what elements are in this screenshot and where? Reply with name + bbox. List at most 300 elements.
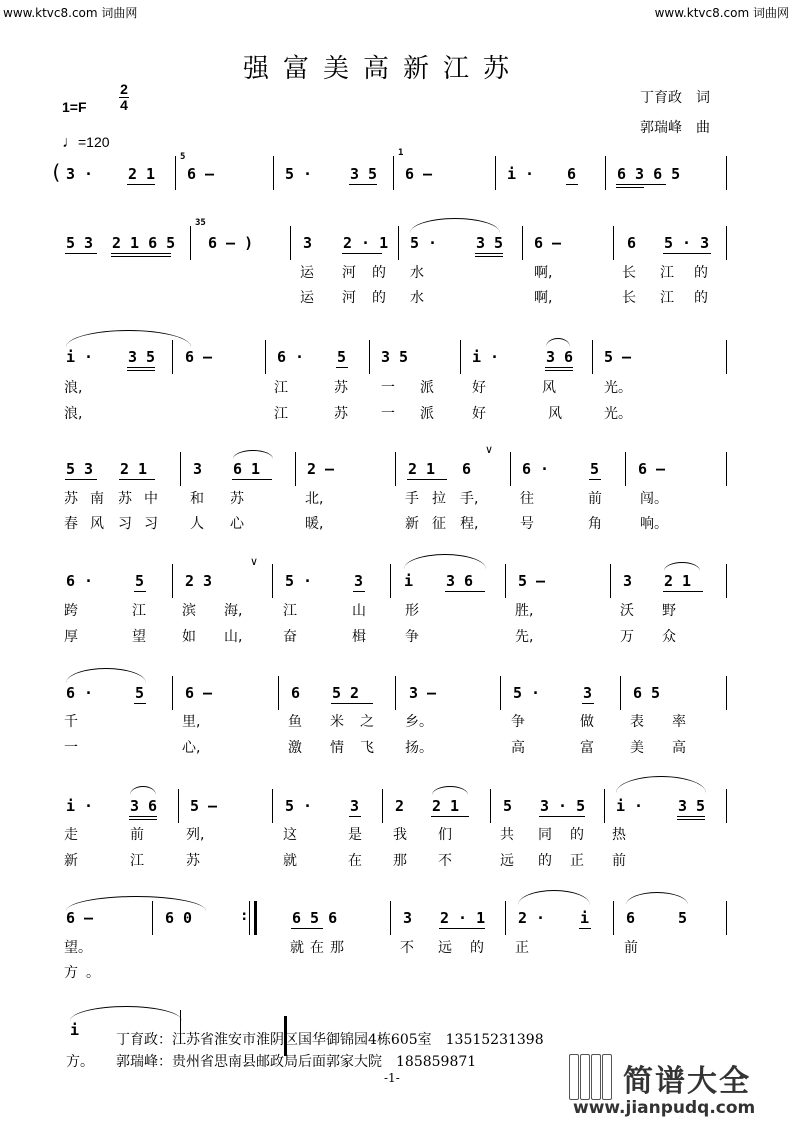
- lyric: 浪,: [64, 406, 83, 422]
- barline: [382, 789, 383, 823]
- barline: [272, 789, 273, 823]
- note: 3 6: [546, 348, 574, 366]
- lyric: 率: [672, 714, 686, 730]
- lyric: 征: [432, 516, 446, 532]
- note: 3 5: [128, 348, 156, 366]
- note: 5 ·: [285, 572, 313, 590]
- lyric: 心: [230, 516, 244, 532]
- lyric: 正: [515, 940, 529, 956]
- lyric: 山: [352, 603, 366, 619]
- piano-keys-icon: [569, 1056, 613, 1100]
- underline: [545, 367, 573, 368]
- lyric: 前: [588, 491, 602, 507]
- underline: [119, 479, 155, 480]
- lyric: 运: [300, 265, 314, 281]
- lyric: 万: [620, 629, 634, 645]
- note: 5: [337, 348, 347, 366]
- note: 3: [303, 234, 313, 252]
- note: 5 2: [332, 684, 360, 702]
- lyric: 做: [580, 714, 594, 730]
- header-left[interactable]: www.ktvc8.com 词曲网: [3, 6, 138, 20]
- lyric: 鱼: [288, 714, 302, 730]
- lyric: 好: [472, 380, 486, 396]
- lyric: 奋: [283, 629, 297, 645]
- barline: [505, 901, 506, 935]
- lyric: 望: [132, 629, 146, 645]
- lyric: 们: [438, 827, 452, 843]
- opening-paren: (: [50, 160, 63, 184]
- lyric: 飞: [360, 740, 374, 756]
- note: 6 –: [185, 684, 213, 702]
- lyric: 习: [118, 516, 132, 532]
- note: 6 –: [66, 909, 94, 927]
- lyric: 人: [190, 516, 204, 532]
- logo-url[interactable]: www.jianpudq.com: [573, 1098, 756, 1118]
- lyric: 楫: [352, 629, 366, 645]
- underline: [445, 591, 485, 592]
- lyric: 千: [64, 714, 78, 730]
- lyric: 运: [300, 290, 314, 306]
- underline: [111, 256, 171, 257]
- lyric: 水: [410, 290, 424, 306]
- lyric: 方: [64, 965, 78, 981]
- note: 5 –: [604, 348, 632, 366]
- underline: [232, 479, 272, 480]
- header-right[interactable]: www.ktvc8.com 词曲网: [654, 6, 789, 20]
- barline: [272, 564, 273, 598]
- lyric: 风: [90, 516, 104, 532]
- lyric: 情: [330, 740, 344, 756]
- lyric: 众: [662, 629, 676, 645]
- lyric: 。: [86, 965, 100, 981]
- lyric: 河: [342, 290, 356, 306]
- grace-note: 35: [195, 218, 206, 228]
- note: i ·: [507, 165, 535, 183]
- lyric: 争: [405, 629, 419, 645]
- slur: [404, 554, 486, 569]
- note: 2 · 1: [440, 909, 486, 927]
- slur: [70, 1006, 182, 1021]
- underline: [663, 253, 711, 254]
- lyric: 江: [283, 603, 297, 619]
- note: 5 3: [66, 234, 94, 252]
- lyric: 苏: [64, 491, 78, 507]
- lyric: 的: [694, 290, 708, 306]
- time-signature: [118, 82, 130, 113]
- note: i ·: [66, 348, 94, 366]
- lyric: 一: [64, 740, 78, 756]
- lyricist-credit: 丁育政 词: [640, 90, 710, 106]
- lyric: 列,: [186, 827, 205, 843]
- underline: [65, 479, 97, 480]
- note: 2 ·: [518, 909, 546, 927]
- lyric: 苏: [186, 853, 200, 869]
- note: 6 ·: [66, 572, 94, 590]
- lyric: 远: [438, 940, 452, 956]
- barline: [625, 452, 626, 486]
- barline: [726, 789, 727, 823]
- lyric: 光。: [604, 406, 632, 422]
- lyric: 的: [538, 853, 552, 869]
- note: 5: [135, 572, 145, 590]
- logo-name: 简谱大全: [623, 1064, 751, 1099]
- barline: [278, 676, 279, 710]
- note: 5 ·: [285, 165, 313, 183]
- barline: [592, 340, 593, 374]
- barline: [369, 340, 370, 374]
- note: i: [580, 909, 590, 927]
- note: i ·: [616, 797, 644, 815]
- song-title: 强富美高新江苏: [243, 54, 524, 84]
- note: 5 ·: [285, 797, 313, 815]
- lyric: 高: [672, 740, 686, 756]
- composer-credit: 郭瑞峰 曲: [640, 120, 710, 136]
- lyric: 新: [405, 516, 419, 532]
- page-number: -1-: [384, 1071, 400, 1085]
- barline: [398, 226, 399, 260]
- lyric: 美: [630, 740, 644, 756]
- lyric: 拉: [432, 491, 446, 507]
- note: 3 5: [381, 348, 409, 366]
- note: 5: [678, 909, 688, 927]
- barline: [175, 156, 176, 190]
- note: 6 1: [233, 460, 261, 478]
- note: 6: [462, 460, 472, 478]
- note: 2 1 6 5: [112, 234, 176, 252]
- note: 6 ·: [522, 460, 550, 478]
- slur: [546, 338, 570, 347]
- note: 5 ·: [513, 684, 541, 702]
- note: 3 ·: [66, 165, 94, 183]
- lyric: 手: [405, 491, 419, 507]
- underline: [566, 184, 578, 185]
- lyric: 望。: [64, 940, 92, 956]
- lyric: 争: [511, 714, 525, 730]
- lyric: 苏: [118, 491, 132, 507]
- underline: [475, 253, 503, 254]
- note: 6: [567, 165, 577, 183]
- note: 6 5: [633, 684, 661, 702]
- slur: [410, 218, 500, 233]
- slur: [130, 786, 156, 795]
- lyric: 派: [420, 380, 434, 396]
- underline: [134, 703, 146, 704]
- slur: [432, 786, 468, 795]
- slur: [626, 892, 688, 905]
- slur: [66, 668, 146, 683]
- underline: [134, 591, 146, 592]
- underline: [677, 819, 705, 820]
- underline: [589, 479, 601, 480]
- lyric: 沃: [620, 603, 634, 619]
- lyric: 先,: [515, 629, 534, 645]
- barline: [460, 340, 461, 374]
- note: 5 3: [66, 460, 94, 478]
- underline: [331, 703, 373, 704]
- note: 2 1: [408, 460, 436, 478]
- note: 5: [590, 460, 600, 478]
- note: 2 1: [432, 797, 460, 815]
- underline: [545, 370, 573, 371]
- lyric: 新: [64, 853, 78, 869]
- lyric: 的: [372, 290, 386, 306]
- underline: [129, 819, 157, 820]
- lyric: 山,: [224, 629, 243, 645]
- underline: [353, 591, 365, 592]
- lyric: 同: [538, 827, 552, 843]
- barline: [604, 789, 605, 823]
- lyric: 就: [283, 853, 297, 869]
- underline: [127, 367, 155, 368]
- note: 6 –: [638, 460, 666, 478]
- note: 6 –: [185, 348, 213, 366]
- underline: [439, 928, 485, 929]
- lyric: 南: [90, 491, 104, 507]
- note: 6: [627, 234, 637, 252]
- barline: [390, 564, 391, 598]
- slur: [616, 776, 706, 793]
- underline: [129, 816, 157, 817]
- meter-bottom: 4: [120, 97, 128, 113]
- note: 6 – ): [208, 234, 254, 252]
- lyric: 风: [548, 406, 562, 422]
- lyric: 春: [64, 516, 78, 532]
- note: 5 –: [190, 797, 218, 815]
- underline: [539, 816, 585, 817]
- note: 6 0: [165, 909, 193, 927]
- note: 3 5: [350, 165, 378, 183]
- barline: [295, 452, 296, 486]
- barline: [613, 226, 614, 260]
- underline: [677, 816, 705, 817]
- lyric: 的: [694, 265, 708, 281]
- barline: [490, 789, 491, 823]
- lyric: 的: [570, 827, 584, 843]
- lyric: 表: [630, 714, 644, 730]
- grace-note: 5: [180, 152, 186, 162]
- barline: [390, 901, 391, 935]
- lyric: 江: [660, 265, 674, 281]
- lyric: 长: [622, 290, 636, 306]
- underline: [616, 187, 644, 188]
- barline: [290, 226, 291, 260]
- lyric: 就: [290, 940, 304, 956]
- lyric: 不: [438, 853, 452, 869]
- lyric: 号: [520, 516, 534, 532]
- ending-lyric: 方。: [66, 1054, 94, 1070]
- lyric: 那: [330, 940, 344, 956]
- barline: [172, 676, 173, 710]
- lyric: 一: [381, 406, 395, 422]
- note: 2 1: [664, 572, 692, 590]
- lyric: 前: [624, 940, 638, 956]
- slur: [518, 890, 590, 905]
- note: 3 5: [476, 234, 504, 252]
- barline: [172, 340, 173, 374]
- underline: [616, 184, 666, 185]
- lyric: 派: [420, 406, 434, 422]
- lyric: 高: [511, 740, 525, 756]
- note: 6: [626, 909, 636, 927]
- barline: [726, 340, 727, 374]
- note: 2 · 1: [343, 234, 389, 252]
- lyric: 的: [470, 940, 484, 956]
- key-signature: 1=F: [62, 99, 87, 115]
- lyric: 厚: [64, 629, 78, 645]
- lyric: 是: [348, 827, 362, 843]
- note: 3 5: [678, 797, 706, 815]
- lyric: 之: [360, 714, 374, 730]
- underline: [579, 928, 591, 929]
- underline: [407, 479, 447, 480]
- lyric: 一: [381, 380, 395, 396]
- note: 5 –: [518, 572, 546, 590]
- lyric: 角: [588, 516, 602, 532]
- lyric: 苏: [334, 406, 348, 422]
- note: 5 ·: [410, 234, 438, 252]
- lyric: 江: [132, 603, 146, 619]
- lyric: 远: [500, 853, 514, 869]
- note: 3: [193, 460, 203, 478]
- barline: [505, 564, 506, 598]
- lyric: 正: [570, 853, 584, 869]
- barline: [178, 789, 179, 823]
- lyric: 胜,: [515, 603, 534, 619]
- barline: [726, 156, 727, 190]
- note: 6: [291, 684, 301, 702]
- barline: [273, 156, 274, 190]
- slur: [233, 450, 273, 459]
- lyric: 光。: [604, 380, 632, 396]
- lyric: 长: [622, 265, 636, 281]
- note: 3: [583, 684, 593, 702]
- note: 5: [503, 797, 513, 815]
- barline: [613, 901, 614, 935]
- note: 3 6: [446, 572, 474, 590]
- note: 6 –: [405, 165, 433, 183]
- underline: [663, 591, 703, 592]
- quarter-note-icon: ♩: [62, 134, 78, 151]
- note: 2: [395, 797, 405, 815]
- lyric: 走: [64, 827, 78, 843]
- lyric: 海,: [224, 603, 243, 619]
- note: 3 6: [130, 797, 158, 815]
- lyric: 中: [144, 491, 158, 507]
- slur: [664, 562, 700, 571]
- barline: [172, 564, 173, 598]
- note: 3: [623, 572, 633, 590]
- tempo-value: =120: [78, 134, 110, 150]
- note: 3 –: [409, 684, 437, 702]
- barline: [495, 156, 496, 190]
- lyric: 里,: [182, 714, 201, 730]
- note: 3 · 5: [540, 797, 586, 815]
- underline: [342, 253, 382, 254]
- lyric: 江: [130, 853, 144, 869]
- note: 2 1: [128, 165, 156, 183]
- underline: [349, 184, 377, 185]
- lyric: 程,: [460, 516, 479, 532]
- lyric: 滨: [182, 603, 196, 619]
- lyric: 不: [400, 940, 414, 956]
- lyric: 跨: [64, 603, 78, 619]
- underline: [431, 816, 469, 817]
- lyric: 手,: [460, 491, 479, 507]
- lyric: 北,: [305, 491, 324, 507]
- meter-top: 2: [120, 81, 128, 97]
- barline: [726, 226, 727, 260]
- lyric: 激: [288, 740, 302, 756]
- lyric: 江: [274, 406, 288, 422]
- lyric: 苏: [334, 380, 348, 396]
- barline: [522, 226, 523, 260]
- lyric: 江: [274, 380, 288, 396]
- underline: [582, 703, 594, 704]
- lyric: 河: [342, 265, 356, 281]
- lyric: 习: [144, 516, 158, 532]
- lyric: 在: [348, 853, 362, 869]
- lyric: 前: [130, 827, 144, 843]
- lyric: 那: [393, 853, 407, 869]
- barline: [620, 676, 621, 710]
- lyric: 暖,: [305, 516, 324, 532]
- barline: [726, 452, 727, 486]
- underline: [475, 256, 503, 257]
- note: i ·: [472, 348, 500, 366]
- lyric: 的: [372, 265, 386, 281]
- lyric: 前: [612, 853, 626, 869]
- lyric: 啊,: [534, 265, 553, 281]
- note: 6 ·: [277, 348, 305, 366]
- note: 3: [350, 797, 360, 815]
- note: 6 –: [187, 165, 215, 183]
- note: 2 1: [120, 460, 148, 478]
- site-logo[interactable]: [569, 1056, 789, 1118]
- note: 3: [403, 909, 413, 927]
- lyric: 江: [660, 290, 674, 306]
- lyric: 风: [542, 380, 556, 396]
- barline: [190, 226, 191, 260]
- lyric: 心,: [182, 740, 201, 756]
- lyric: 如: [182, 629, 196, 645]
- barline: [393, 156, 394, 190]
- note: 6 ·: [66, 684, 94, 702]
- lyric: 米: [330, 714, 344, 730]
- note: 6 –: [534, 234, 562, 252]
- footer-line-2: 郭瑞峰：贵州省思南县邮政局后面郭家大院 185859871: [116, 1054, 477, 1070]
- note: 2 3: [185, 572, 213, 590]
- barline: [180, 452, 181, 486]
- barline: [610, 564, 611, 598]
- lyric: 苏: [230, 491, 244, 507]
- lyric: 我: [393, 827, 407, 843]
- underline: [336, 367, 348, 368]
- lyric: 共: [500, 827, 514, 843]
- underline: [291, 928, 323, 929]
- lyric: 往: [520, 491, 534, 507]
- lyric: 在: [310, 940, 324, 956]
- barline: [500, 676, 501, 710]
- barline: [510, 452, 511, 486]
- lyric: 和: [190, 491, 204, 507]
- repeat-barline-thick: [254, 901, 257, 935]
- repeat-barline-thin: [249, 901, 250, 935]
- underline: [349, 816, 361, 817]
- breath-mark-icon: ∨: [250, 556, 259, 568]
- note: 5: [135, 684, 145, 702]
- note: 2 –: [307, 460, 335, 478]
- grace-note: 1: [398, 148, 404, 158]
